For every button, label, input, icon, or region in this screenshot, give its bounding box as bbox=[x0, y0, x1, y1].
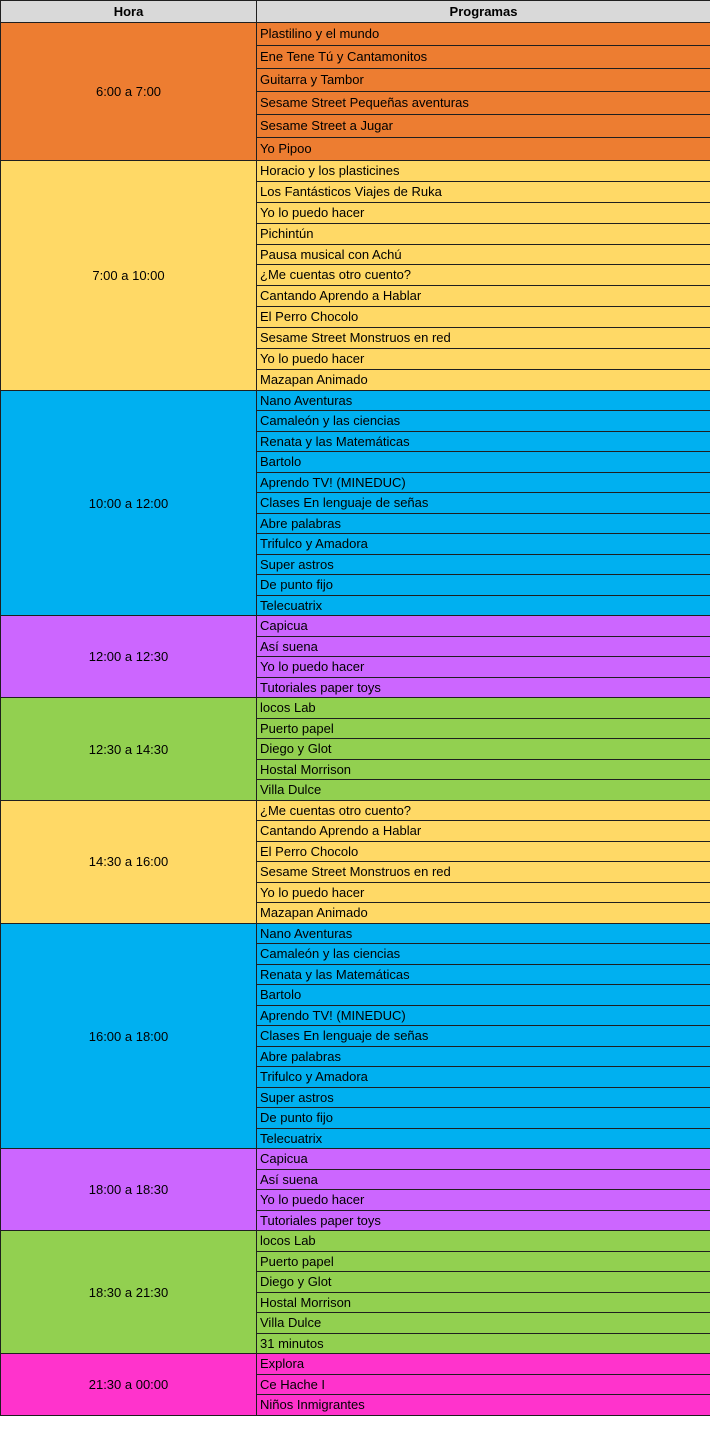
program-cell: Yo lo puedo hacer bbox=[257, 1190, 710, 1211]
program-cell: locos Lab bbox=[257, 1231, 710, 1252]
program-cell: Villa Dulce bbox=[257, 780, 710, 801]
program-cell: Puerto papel bbox=[257, 1251, 710, 1272]
program-cell: 31 minutos bbox=[257, 1333, 710, 1354]
time-slot-cell: 18:00 a 18:30 bbox=[1, 1149, 257, 1231]
program-cell: Los Fantásticos Viajes de Ruka bbox=[257, 181, 710, 202]
program-row bbox=[1, 800, 710, 821]
program-cell: Pichintún bbox=[257, 223, 710, 244]
program-cell: Bartolo bbox=[257, 452, 710, 473]
program-cell: Así suena bbox=[257, 1169, 710, 1190]
program-cell: Plastilino y el mundo bbox=[257, 23, 710, 46]
program-cell: Puerto papel bbox=[257, 718, 710, 739]
program-cell: Clases En lenguaje de señas bbox=[257, 1026, 710, 1047]
time-slot-cell: 12:30 a 14:30 bbox=[1, 698, 257, 801]
program-cell: Explora bbox=[257, 1354, 710, 1375]
schedule-body bbox=[1, 23, 710, 1416]
program-cell: Hostal Morrison bbox=[257, 1292, 710, 1313]
program-cell: locos Lab bbox=[257, 698, 710, 719]
program-cell: Diego y Glot bbox=[257, 739, 710, 760]
program-cell: Cantando Aprendo a Hablar bbox=[257, 821, 710, 842]
program-row bbox=[1, 1354, 710, 1375]
program-cell: Renata y las Matemáticas bbox=[257, 964, 710, 985]
program-cell: Telecuatrix bbox=[257, 595, 710, 616]
program-cell: De punto fijo bbox=[257, 1108, 710, 1129]
time-slot-cell: 16:00 a 18:00 bbox=[1, 923, 257, 1149]
program-cell: Telecuatrix bbox=[257, 1128, 710, 1149]
program-cell: Hostal Morrison bbox=[257, 759, 710, 780]
program-cell: Horacio y los plasticines bbox=[257, 161, 710, 182]
program-row bbox=[1, 390, 710, 411]
program-cell: Bartolo bbox=[257, 985, 710, 1006]
program-row bbox=[1, 161, 710, 182]
program-cell: Trifulco y Amadora bbox=[257, 1067, 710, 1088]
program-cell: Yo Pipoo bbox=[257, 138, 710, 161]
program-row bbox=[1, 1231, 710, 1252]
program-cell: Super astros bbox=[257, 1087, 710, 1108]
program-cell: Aprendo TV! (MINEDUC) bbox=[257, 1005, 710, 1026]
program-cell: Villa Dulce bbox=[257, 1313, 710, 1334]
program-cell: Así suena bbox=[257, 636, 710, 657]
program-cell: Mazapan Animado bbox=[257, 903, 710, 924]
program-cell: Yo lo puedo hacer bbox=[257, 657, 710, 678]
time-slot-cell: 14:30 a 16:00 bbox=[1, 800, 257, 923]
program-cell: Abre palabras bbox=[257, 513, 710, 534]
header-programas: Programas bbox=[257, 1, 710, 23]
program-cell: Sesame Street Monstruos en red bbox=[257, 328, 710, 349]
program-row bbox=[1, 1149, 710, 1170]
program-cell: Diego y Glot bbox=[257, 1272, 710, 1293]
program-cell: Sesame Street a Jugar bbox=[257, 115, 710, 138]
program-row bbox=[1, 616, 710, 637]
time-slot-cell: 6:00 a 7:00 bbox=[1, 23, 257, 161]
program-cell: El Perro Chocolo bbox=[257, 841, 710, 862]
program-cell: Yo lo puedo hacer bbox=[257, 349, 710, 370]
program-cell: Camaleón y las ciencias bbox=[257, 411, 710, 432]
program-cell: Capicua bbox=[257, 616, 710, 637]
program-row bbox=[1, 23, 710, 46]
program-cell: Aprendo TV! (MINEDUC) bbox=[257, 472, 710, 493]
time-slot-cell: 12:00 a 12:30 bbox=[1, 616, 257, 698]
program-cell: Tutoriales paper toys bbox=[257, 677, 710, 698]
program-cell: El Perro Chocolo bbox=[257, 307, 710, 328]
program-cell: Nano Aventuras bbox=[257, 923, 710, 944]
time-slot-cell: 18:30 a 21:30 bbox=[1, 1231, 257, 1354]
program-cell: ¿Me cuentas otro cuento? bbox=[257, 265, 710, 286]
program-cell: Guitarra y Tambor bbox=[257, 69, 710, 92]
program-cell: Nano Aventuras bbox=[257, 390, 710, 411]
program-cell: Capicua bbox=[257, 1149, 710, 1170]
program-row bbox=[1, 698, 710, 719]
program-cell: Super astros bbox=[257, 554, 710, 575]
program-cell: Clases En lenguaje de señas bbox=[257, 493, 710, 514]
program-cell: Abre palabras bbox=[257, 1046, 710, 1067]
program-row bbox=[1, 923, 710, 944]
program-cell: Yo lo puedo hacer bbox=[257, 882, 710, 903]
program-cell: Trifulco y Amadora bbox=[257, 534, 710, 555]
program-cell: Sesame Street Monstruos en red bbox=[257, 862, 710, 883]
program-cell: Ce Hache I bbox=[257, 1374, 710, 1395]
program-cell: Tutoriales paper toys bbox=[257, 1210, 710, 1231]
program-cell: Niños Inmigrantes bbox=[257, 1395, 710, 1416]
program-cell: De punto fijo bbox=[257, 575, 710, 596]
time-slot-cell: 21:30 a 00:00 bbox=[1, 1354, 257, 1416]
program-cell: Renata y las Matemáticas bbox=[257, 431, 710, 452]
program-cell: Pausa musical con Achú bbox=[257, 244, 710, 265]
header-row bbox=[1, 1, 710, 23]
program-cell: Ene Tene Tú y Cantamonitos bbox=[257, 46, 710, 69]
time-slot-cell: 10:00 a 12:00 bbox=[1, 390, 257, 616]
program-cell: Yo lo puedo hacer bbox=[257, 202, 710, 223]
program-cell: Cantando Aprendo a Hablar bbox=[257, 286, 710, 307]
program-cell: Mazapan Animado bbox=[257, 369, 710, 390]
program-cell: Sesame Street Pequeñas aventuras bbox=[257, 92, 710, 115]
time-slot-cell: 7:00 a 10:00 bbox=[1, 161, 257, 391]
program-cell: ¿Me cuentas otro cuento? bbox=[257, 800, 710, 821]
header-hora: Hora bbox=[1, 1, 257, 23]
program-cell: Camaleón y las ciencias bbox=[257, 944, 710, 965]
